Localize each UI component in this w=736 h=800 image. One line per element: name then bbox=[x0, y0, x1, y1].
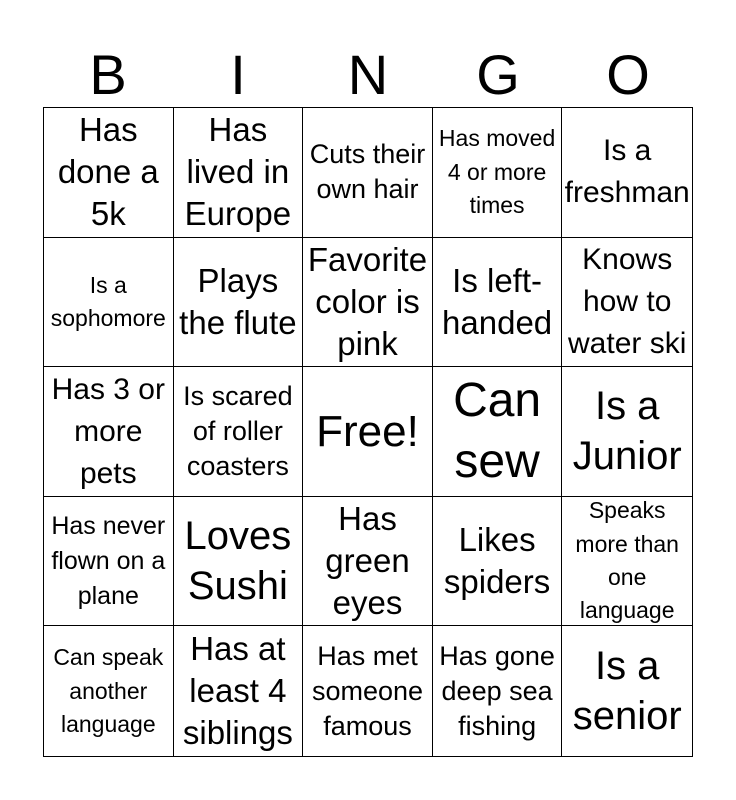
cell-text: Plays the flute bbox=[179, 261, 297, 341]
bingo-cell[interactable] bbox=[303, 626, 433, 756]
cell-text: Has met someone famous bbox=[311, 640, 424, 741]
cell-text: Has moved 4 or more times bbox=[438, 125, 556, 218]
header-letter-b: B bbox=[89, 43, 127, 106]
bingo-cell[interactable] bbox=[433, 497, 563, 627]
bingo-cell[interactable] bbox=[44, 108, 174, 238]
bingo-cell[interactable] bbox=[433, 367, 563, 497]
bingo-cell[interactable] bbox=[303, 497, 433, 627]
cell-text: Likes spiders bbox=[443, 520, 551, 601]
bingo-cell[interactable] bbox=[562, 108, 692, 238]
cell-text: Is a sophomore bbox=[50, 271, 166, 331]
cell-text: Can speak another language bbox=[53, 644, 164, 737]
cell-text: Has 3 or more pets bbox=[51, 372, 165, 490]
cell-text: Is a senior bbox=[572, 644, 682, 739]
cell-text: Can sew bbox=[453, 374, 542, 489]
bingo-cell[interactable] bbox=[303, 238, 433, 368]
bingo-cell[interactable] bbox=[303, 108, 433, 238]
bingo-cell[interactable] bbox=[562, 626, 692, 756]
bingo-cell[interactable] bbox=[562, 238, 692, 368]
bingo-cell[interactable] bbox=[174, 238, 304, 368]
cell-text: Has gone deep sea fishing bbox=[439, 640, 555, 741]
header-letter-n: N bbox=[347, 43, 389, 106]
bingo-cell[interactable] bbox=[44, 367, 174, 497]
bingo-cell[interactable] bbox=[44, 238, 174, 368]
cell-text: Has green eyes bbox=[325, 499, 410, 622]
cell-text: Has lived in Europe bbox=[184, 110, 292, 233]
bingo-cell-free[interactable] bbox=[303, 367, 433, 497]
cell-text: Is a Junior bbox=[572, 384, 682, 479]
cell-text: Has done a 5k bbox=[57, 110, 159, 233]
bingo-cell[interactable] bbox=[433, 626, 563, 756]
header-letter-o: O bbox=[606, 43, 650, 106]
bingo-grid bbox=[43, 107, 693, 757]
cell-text: Speaks more than one language bbox=[575, 497, 679, 624]
bingo-cell[interactable] bbox=[44, 497, 174, 627]
cell-text: Loves Sushi bbox=[184, 514, 292, 609]
bingo-cell[interactable] bbox=[174, 497, 304, 627]
cell-text: Cuts their own hair bbox=[309, 139, 426, 205]
header-letter-i: I bbox=[230, 43, 246, 106]
cell-text: Knows how to water ski bbox=[568, 242, 687, 360]
cell-text: Is left-handed bbox=[442, 261, 553, 341]
cell-text: Has never flown on a plane bbox=[51, 511, 166, 610]
bingo-cell[interactable] bbox=[433, 108, 563, 238]
cell-text: Has at least 4 siblings bbox=[182, 629, 293, 752]
cell-text: Is scared of roller coasters bbox=[183, 380, 293, 482]
free-space-text: Free! bbox=[316, 406, 419, 456]
header-letter-g: G bbox=[476, 43, 520, 106]
bingo-header bbox=[43, 44, 693, 106]
bingo-cell[interactable] bbox=[562, 367, 692, 497]
bingo-cell[interactable] bbox=[44, 626, 174, 756]
cell-text: Favorite color is pink bbox=[307, 240, 428, 363]
bingo-cell[interactable] bbox=[174, 626, 304, 756]
bingo-cell[interactable] bbox=[433, 238, 563, 368]
bingo-cell[interactable] bbox=[174, 367, 304, 497]
cell-text: Is a freshman bbox=[564, 134, 690, 210]
bingo-cell[interactable] bbox=[174, 108, 304, 238]
bingo-cell[interactable] bbox=[562, 497, 692, 627]
